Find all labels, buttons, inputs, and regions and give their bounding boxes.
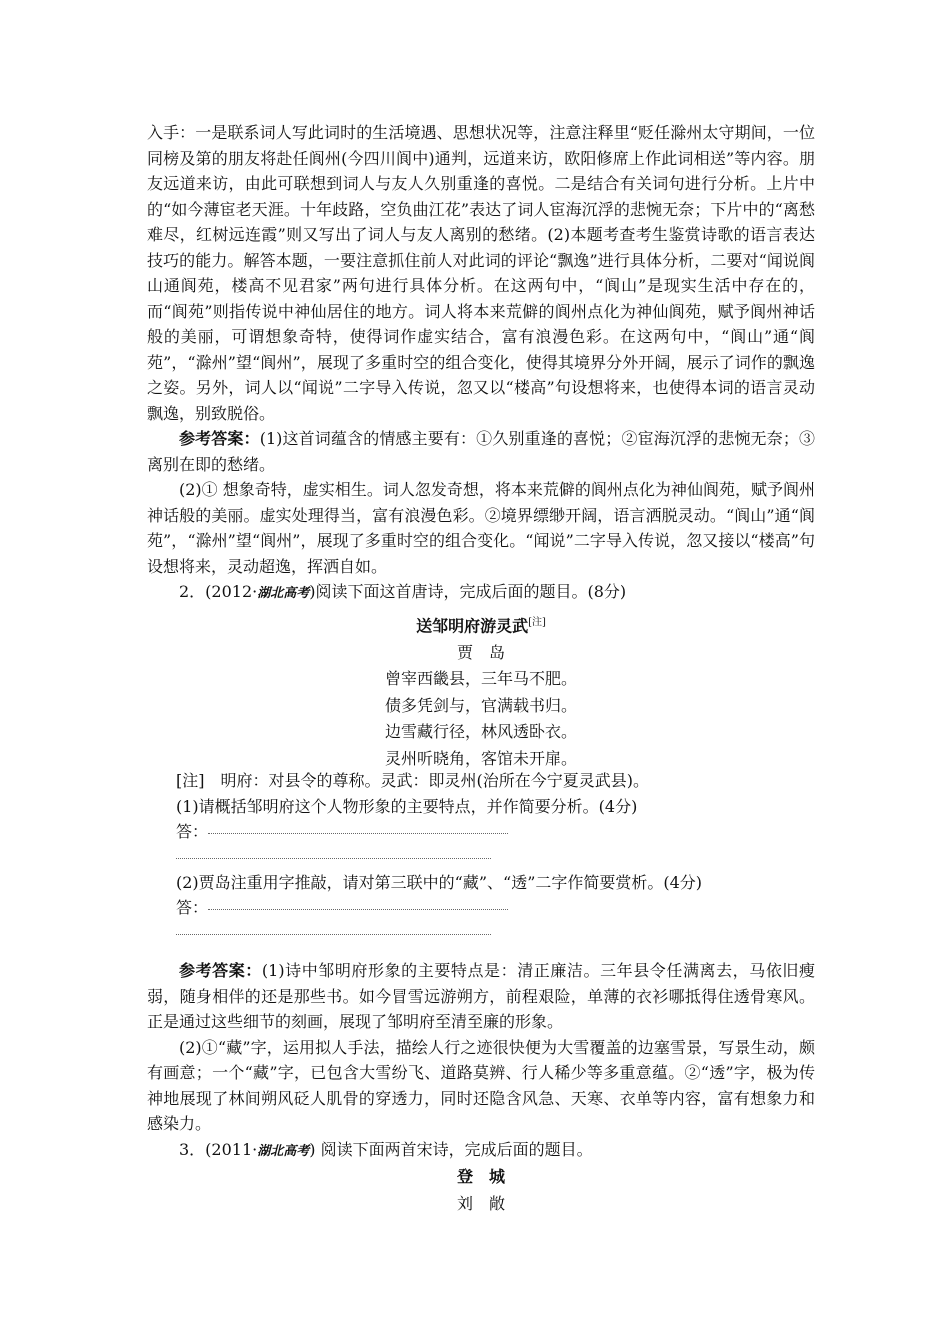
poem-1 bbox=[147, 610, 815, 772]
answer-blank-line[interactable] bbox=[176, 857, 491, 859]
answer-block-2 bbox=[147, 958, 815, 1164]
answer-blank-line[interactable] bbox=[208, 832, 508, 834]
questions-block bbox=[176, 768, 816, 946]
poem-line: 边雪藏行径，林风透卧衣。 bbox=[384, 722, 577, 742]
poem-note: [注] 明府：对县令的尊称。灵武：即灵州(治所在今宁夏灵武县)。 bbox=[176, 771, 649, 790]
answer-area-2b bbox=[176, 921, 816, 946]
answer-text: (1)这首词蕴含的情感主要有：①久别重逢的喜悦；②宦海沉浮的悲惋无奈；③离别在即的愁绪。 bbox=[147, 429, 815, 474]
q2-suffix: )阅读下面这首唐诗，完成后面的题目。(8分) bbox=[309, 582, 627, 601]
reference-answer-1 bbox=[147, 426, 815, 477]
answer-blank-line[interactable] bbox=[176, 933, 491, 935]
answer-label: 参考答案： bbox=[179, 429, 260, 448]
poem-2-author: 刘 敞 bbox=[456, 1193, 505, 1213]
answer-area-2 bbox=[176, 895, 816, 921]
q2-source-tag: 湖北高考 bbox=[257, 586, 310, 601]
answer-prompt: 答： bbox=[176, 822, 209, 841]
reference-answer-3 bbox=[147, 958, 815, 1035]
answer-text: (1)诗中邹明府形象的主要特点是：清正廉洁。三年县令任满离去，马依旧瘦弱，随身相伴的还是那些书。如今冒雪远游朔方，前程艰险，单薄的衣衫哪抵得住透骨寒风。正是通过这些细节的刻画，展现了邹明府至清至廉的形象。 bbox=[147, 961, 815, 1031]
poem-line: 曾宰西畿县，三年马不肥。 bbox=[384, 669, 577, 689]
answer-blank-line[interactable] bbox=[208, 908, 508, 910]
answer-area-1 bbox=[176, 819, 816, 845]
q3-prefix: 3．(2011· bbox=[179, 1139, 258, 1159]
analysis-block bbox=[147, 120, 815, 607]
q3-source-tag: 湖北高考 bbox=[257, 1143, 310, 1159]
poem-2-title: 登 城 bbox=[456, 1167, 505, 1186]
answer-prompt: 答： bbox=[176, 898, 209, 917]
question-3-heading bbox=[147, 1137, 815, 1165]
subquestion-2: (2)贾岛注重用字推敲，请对第三联中的“藏”、“透”二字作简要赏析。(4分) bbox=[176, 872, 703, 892]
poem-2 bbox=[147, 1164, 815, 1217]
reference-answer-4: (2)①“藏”字，运用拟人手法，描绘人行之迹很快便为大雪覆盖的边塞雪景，写景生动，颇有画意；一个“藏”字，已包含大雪纷飞、道路莫辨、行人稀少等多重意蕴。②“透”字，极为传神地展现了林间朔风砭人肌骨的穿透力，同时还隐含风急、天寒、衣单等内容，富有想象力和感染力。 bbox=[147, 1037, 815, 1133]
answer-label: 参考答案： bbox=[179, 961, 262, 980]
reference-answer-2: (2)① 想象奇特，虚实相生。词人忽发奇想，将本来荒僻的阆州点化为神仙阆苑，赋予阆州神话般的美丽。虚实处理得当，富有浪漫色彩。②境界缥缈开阔，语言洒脱灵动。“阆山”通“阆苑”，“滁州”望“阆州”，展现了多重时空的组合变化。“闻说”二字导入传说，忽又接以“楼高”句设想将来，灵动超逸，挥洒自如。 bbox=[147, 480, 815, 576]
q3-suffix: ) 阅读下面两首宋诗，完成后面的题目。 bbox=[309, 1139, 593, 1159]
poem-1-title-row bbox=[147, 610, 815, 640]
subquestion-1: (1)请概括邹明府这个人物形象的主要特点，并作简要分析。(4分) bbox=[176, 796, 638, 816]
poem-1-title: 送邹明府游灵武 bbox=[416, 616, 529, 636]
poem-line: 债多凭剑与，官满载书归。 bbox=[384, 695, 577, 715]
poem-line: 灵州听晓角，客馆未开扉。 bbox=[384, 748, 577, 768]
question-2-heading bbox=[147, 579, 815, 607]
analysis-paragraph: 入手：一是联系词人写此词时的生活境遇、思想状况等，注意注释里“贬任滁州太守期间，一位同榜及第的朋友将赴任阆州(今四川阆中)通判，远道来访，欧阳修席上作此词相送”等内容。朋友远道来访，由此可联想到词人与友人久别重逢的喜悦。二是结合有关词句进行分析。上片中的“如今薄宦老天涯。十年歧路，空负曲江花”表达了词人宦海沉浮的悲惋无奈；下片中的“离愁难尽，红树远连霞”则又写出了词人与友人离别的愁绪。(2)本题考查考生鉴赏诗歌的语言表达技巧的能力。解答本题，一要注意抓住前人对此词的评论“飘逸”进行具体分析，二要对“闻说阆山通阆苑，楼高不见君家”两句进行具体分析。在这两句中，“阆山”是现实生活中存在的，而“阆苑”则指传说中神仙居住的地方。词人将本来荒僻的阆州点化为神仙阆苑，赋予阆州神话般的美丽，可谓想象奇特，使得词作虚实结合，富有浪漫色彩。在这两句中，“阆山”通“阆苑”，“滁州”望“阆州”，展现了多重时空的组合变化，使得其境界分外开阔，展示了词作的飘逸之姿。另外，词人以“闻说”二字导入传说，忽又以“楼高”句设想将来，也使得本词的语言灵动飘逸，别致脱俗。 bbox=[147, 123, 815, 423]
poem-1-author: 贾 岛 bbox=[456, 642, 505, 662]
q2-prefix: 2．(2012· bbox=[179, 582, 258, 601]
poem-note-mark: [注] bbox=[528, 617, 546, 628]
answer-area-1b bbox=[176, 845, 816, 870]
